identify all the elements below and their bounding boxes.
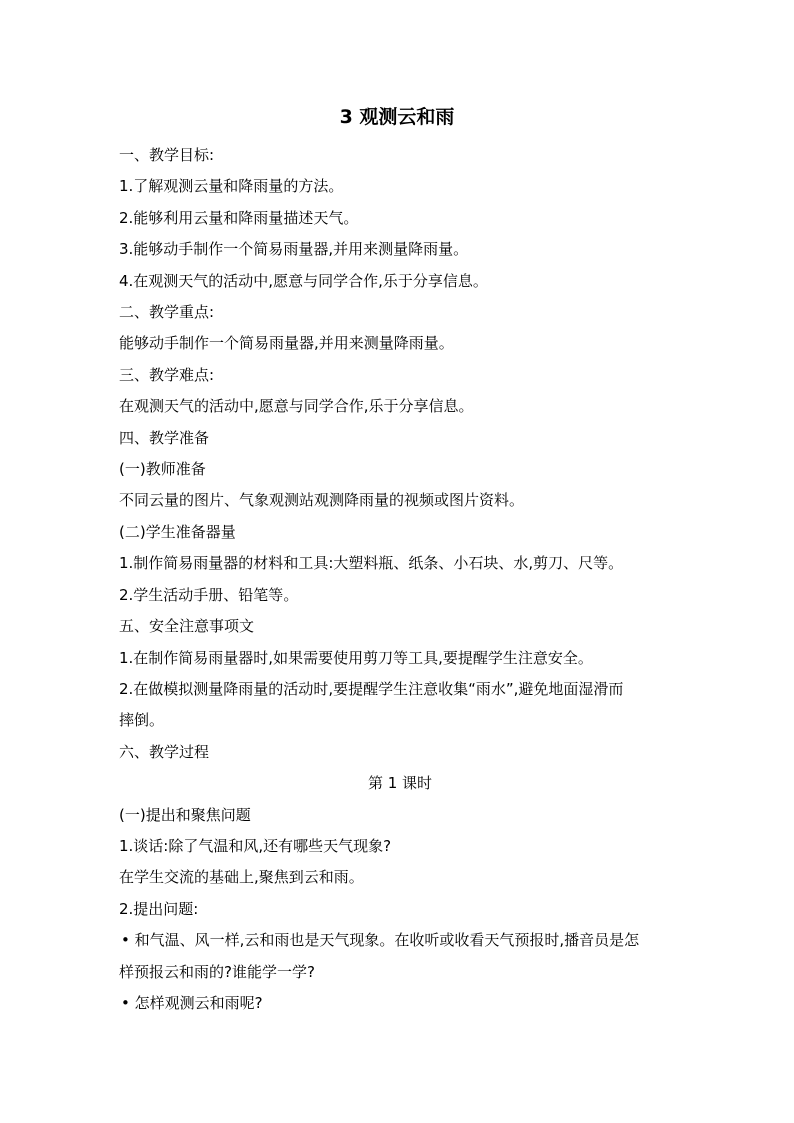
- paragraph: 不同云量的图片、气象观测站观测降雨量的视频或图片资料。: [119, 491, 525, 510]
- section-heading-process: 六、教学过程: [119, 742, 210, 761]
- objective-item: 2.能够利用云量和降雨量描述天气。: [119, 208, 359, 227]
- bullet-item: • 怎样观测云和雨呢?: [121, 993, 263, 1012]
- list-item: 2.在做模拟测量降雨量的活动时,要提醒学生注意收集“雨水”,避免地面湿滑而: [119, 679, 624, 698]
- list-item: 2.学生活动手册、铅笔等。: [119, 585, 299, 604]
- lesson-heading: 第 1 课时: [367, 774, 433, 793]
- list-item: 2.提出问题:: [119, 899, 199, 918]
- bullet-item: • 和气温、风一样,云和雨也是天气现象。在收听或收看天气预报时,播音员是怎: [121, 931, 640, 950]
- list-item-continuation: 摔倒。: [119, 711, 165, 730]
- section-heading-key-points: 二、教学重点:: [119, 303, 215, 322]
- section-heading-difficulties: 三、教学难点:: [119, 365, 215, 384]
- list-item: 1.制作简易雨量器的材料和工具:大塑料瓶、纸条、小石块、水,剪刀、尺等。: [119, 554, 624, 573]
- subsection-heading: (一)教师准备: [119, 460, 206, 479]
- objective-item: 4.在观测天气的活动中,愿意与同学合作,乐于分享信息。: [119, 271, 488, 290]
- subsection-heading: (二)学生准备器量: [119, 522, 236, 541]
- objective-item: 3.能够动手制作一个简易雨量器,并用来测量降雨量。: [119, 240, 469, 259]
- list-item: 1.谈话:除了气温和风,还有哪些天气现象?: [119, 836, 392, 855]
- document-title: 3 观测云和雨: [339, 106, 455, 128]
- objective-item: 1.了解观测云量和降雨量的方法。: [119, 177, 344, 196]
- subsection-heading: (一)提出和聚焦问题: [119, 805, 251, 824]
- paragraph: 在学生交流的基础上,聚焦到云和雨。: [119, 868, 364, 887]
- section-heading-preparation: 四、教学准备: [119, 428, 210, 447]
- list-item: 1.在制作简易雨量器时,如果需要使用剪刀等工具,要提醒学生注意安全。: [119, 648, 593, 667]
- document-body: [119, 140, 681, 1019]
- paragraph: 能够动手制作一个简易雨量器,并用来测量降雨量。: [119, 334, 454, 353]
- paragraph: 在观测天气的活动中,愿意与同学合作,乐于分享信息。: [119, 397, 474, 416]
- bullet-item-continuation: 样预报云和雨的?谁能学一学?: [119, 962, 315, 981]
- section-heading-safety: 五、安全注意事项文: [119, 617, 255, 636]
- section-heading-objectives: 一、教学目标:: [119, 146, 215, 164]
